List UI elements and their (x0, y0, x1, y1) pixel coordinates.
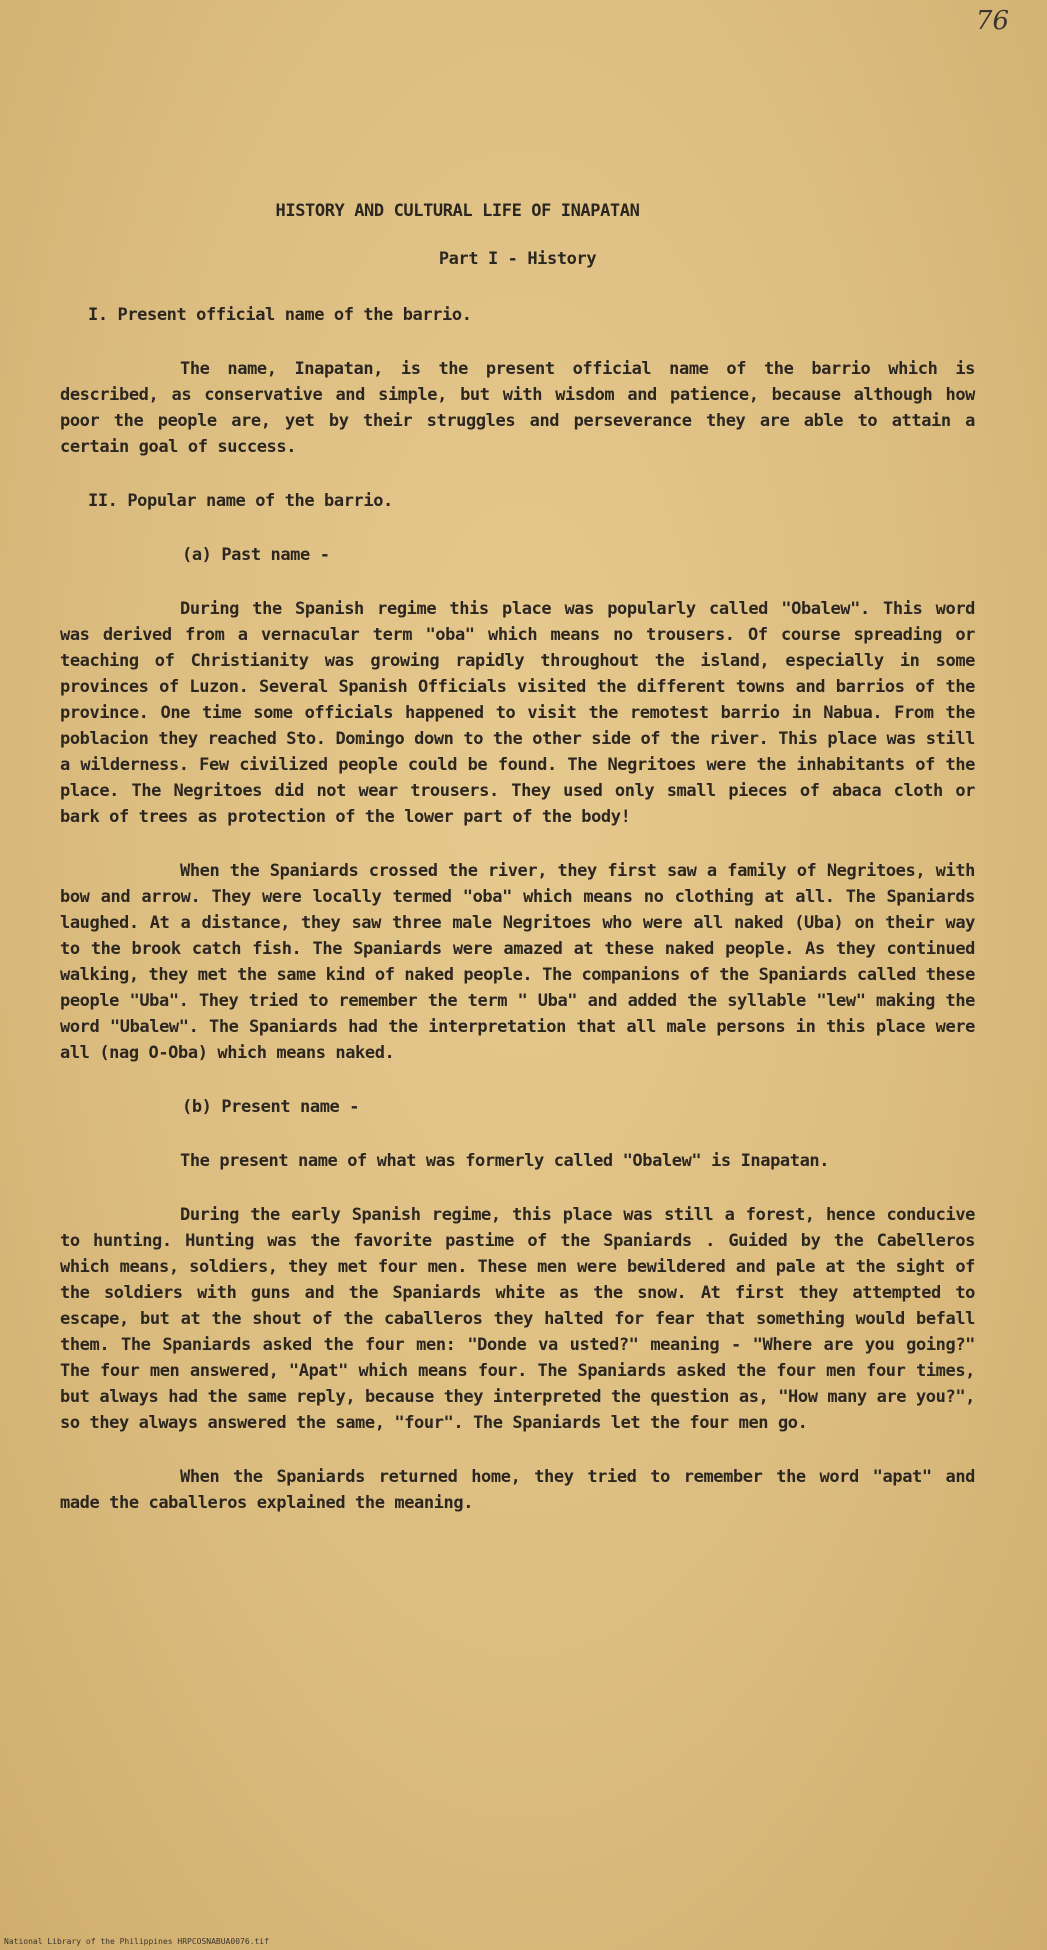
page-number: 76 (975, 6, 1009, 36)
subheading-present-name: (b) Present name - (182, 1097, 360, 1117)
paragraph-present-name-2: During the early Spanish regime, this place was still a forest, hence conducive to hunting. Hunting was the favorite pastime of the Spaniards . Guided by the Cabelleros which means, soldiers, they met four men. These men were bewildered and pale at the sight of the soldiers with guns and the Spaniards white as the snow. At first they attempted to escape, but at the shout of the caballeros they halted for fear that something would befall them. The Spaniards asked the four men: "Donde va usted?" meaning - "Where are you going?" The four men answered, "Apat" which means four. The Spaniards asked the four men four times, but always had the same reply, because they interpreted the question as, "How many are you?", so they always answered the same, "four". The Spaniards let the four men go. (60, 1205, 975, 1433)
section-heading-popular-name: II. Popular name of the barrio. (88, 491, 393, 511)
paragraph-official-name: The name, Inapatan, is the present official name of the barrio which is described, as conservative and simple, but with wisdom and patience, because although how poor the people are, yet by their struggles and perseverance they are able to attain a certain goal of success. (60, 359, 975, 457)
document-subtitle: Part I - History (438, 249, 597, 269)
section-heading-official-name: I. Present official name of the barrio. (88, 305, 472, 325)
paragraph-present-name-1: The present name of what was formerly called "Obalew" is Inapatan. (180, 1151, 830, 1171)
paragraph-past-name-1: During the Spanish regime this place was popularly called "Obalew". This word was derived from a vernacular term "oba" which means no trousers. Of course spreading or teaching of Christianity was growing rapidly throughout the island, especially in some provinces of Luzon. Several Spanish Officials visited the different towns and barrios of the province. One time some officials happened to visit the remotest barrio in Nabua. From the poblacion they reached Sto. Domingo down to the other side of the river. This place was still a wilderness. Few civilized people could be found. The Negritoes were the inhabitants of the place. The Negritoes did not wear trousers. They used only small pieces of abaca cloth or bark of trees as protection of the lower part of the body! (60, 599, 975, 827)
archive-footer: National Library of the Philippines HRPCOSNABUA0076.tif (4, 1937, 269, 1946)
paragraph-present-name-3: When the Spaniards returned home, they tried to remember the word "apat" and made the caballeros explained the meaning. (60, 1467, 975, 1513)
document-title: HISTORY AND CULTURAL LIFE OF INAPATAN (275, 201, 640, 221)
document-body (60, 198, 975, 1544)
paragraph-past-name-2: When the Spaniards crossed the river, they first saw a family of Negritoes, with bow and arrow. They were locally termed "oba" which means no clothing at all. The Spaniards laughed. At a distance, they saw three male Negritoes who were all naked (Uba) on their way to the brook catch fish. The Spaniards were amazed at these naked people. As they continued walking, they met the same kind of naked people. The companions of the Spaniards called these people "Uba". They tried to remember the term " Uba" and added the syllable "lew" making the word "Ubalew". The Spaniards had the interpretation that all male persons in this place were all (nag O-Oba) which means naked. (60, 861, 975, 1063)
subheading-past-name: (a) Past name - (182, 545, 330, 565)
